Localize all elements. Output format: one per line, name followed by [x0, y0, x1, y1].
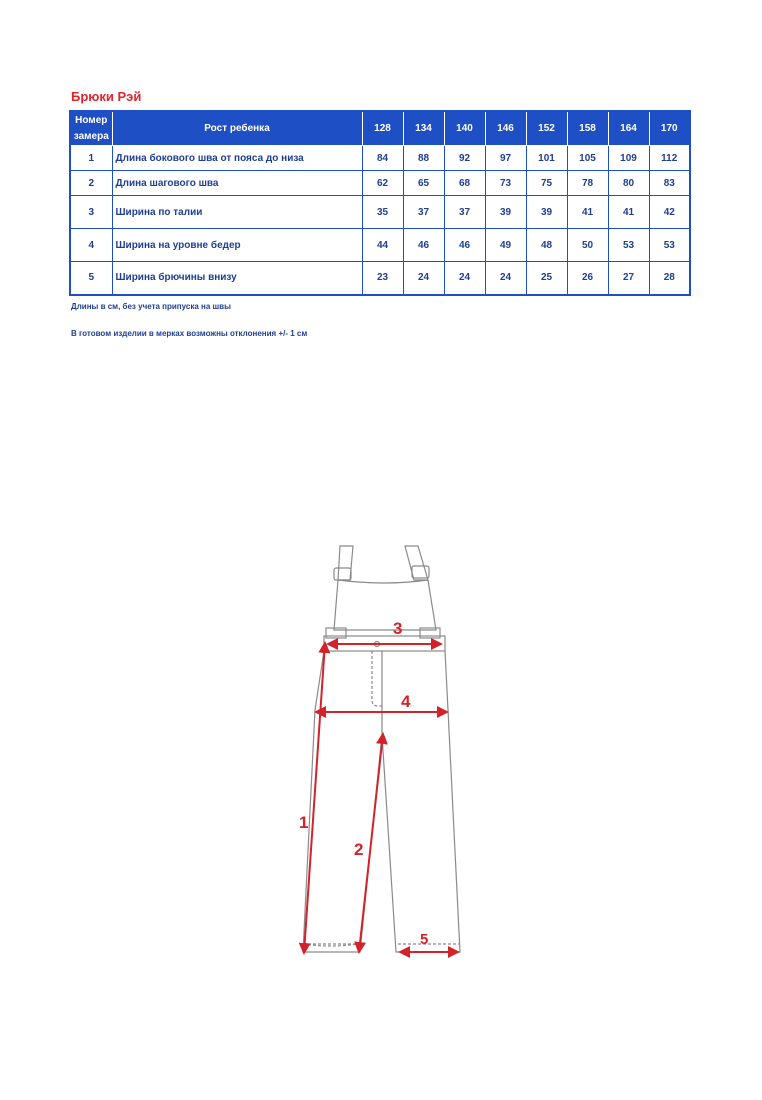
- measure-name: Длина шагового шва: [112, 171, 362, 196]
- measure-value: 23: [362, 262, 403, 295]
- measure-label-5: 5: [420, 931, 429, 948]
- measure-value: 48: [526, 229, 567, 262]
- measure-value: 68: [444, 171, 485, 196]
- measure-value: 27: [608, 262, 649, 295]
- measure-value: 65: [403, 171, 444, 196]
- measure-value: 39: [526, 196, 567, 229]
- header-size: 164: [608, 111, 649, 146]
- measure-value: 112: [649, 146, 690, 171]
- measure-value: 24: [403, 262, 444, 295]
- measure-value: 92: [444, 146, 485, 171]
- measure-value: 53: [608, 229, 649, 262]
- tolerance-note: В готовом изделии в мерках возможны отклонения +/- 1 см: [71, 329, 308, 338]
- header-size: 158: [567, 111, 608, 146]
- measure-label-4: 4: [401, 692, 411, 711]
- measure-value: 46: [444, 229, 485, 262]
- measure-value: 97: [485, 146, 526, 171]
- header-child-height: Рост ребенка: [112, 111, 362, 146]
- measure-value: 73: [485, 171, 526, 196]
- measure-number: 1: [70, 146, 112, 171]
- measure-value: 49: [485, 229, 526, 262]
- measure-value: 42: [649, 196, 690, 229]
- measure-value: 25: [526, 262, 567, 295]
- measure-value: 26: [567, 262, 608, 295]
- measure-value: 109: [608, 146, 649, 171]
- measure-value: 37: [403, 196, 444, 229]
- measure-value: 75: [526, 171, 567, 196]
- measure-label-3: 3: [393, 619, 403, 638]
- header-size: 170: [649, 111, 690, 146]
- measure-value: 39: [485, 196, 526, 229]
- measure-name: Ширина брючины внизу: [112, 262, 362, 295]
- page-title: Брюки Рэй: [71, 89, 142, 104]
- measure-number: 3: [70, 196, 112, 229]
- measure-value: 84: [362, 146, 403, 171]
- measure-value: 28: [649, 262, 690, 295]
- header-size: 146: [485, 111, 526, 146]
- measure-value: 41: [567, 196, 608, 229]
- measure-value: 46: [403, 229, 444, 262]
- measure-value: 35: [362, 196, 403, 229]
- measure-name: Ширина по талии: [112, 196, 362, 229]
- measure-number: 5: [70, 262, 112, 295]
- measure-value: 53: [649, 229, 690, 262]
- measure-value: 41: [608, 196, 649, 229]
- header-size: 128: [362, 111, 403, 146]
- measure-value: 80: [608, 171, 649, 196]
- measure-name: Ширина на уровне бедер: [112, 229, 362, 262]
- measure-name: Длина бокового шва от пояса до низа: [112, 146, 362, 171]
- header-size: 134: [403, 111, 444, 146]
- measure-value: 24: [444, 262, 485, 295]
- measure-number: 4: [70, 229, 112, 262]
- header-size: 152: [526, 111, 567, 146]
- measure-value: 105: [567, 146, 608, 171]
- measure-value: 24: [485, 262, 526, 295]
- measure-label-2: 2: [354, 840, 364, 859]
- measure-value: 88: [403, 146, 444, 171]
- measure-value: 44: [362, 229, 403, 262]
- measurement-lines: [304, 643, 458, 953]
- measure-line-1: [304, 643, 325, 953]
- measure-value: 37: [444, 196, 485, 229]
- measure-value: 78: [567, 171, 608, 196]
- measure-value: 62: [362, 171, 403, 196]
- measure-label-1: 1: [299, 813, 309, 832]
- measure-number: 2: [70, 171, 112, 196]
- header-measure-number: Номер замера: [70, 111, 112, 146]
- measure-value: 83: [649, 171, 690, 196]
- header-size: 140: [444, 111, 485, 146]
- measure-value: 101: [526, 146, 567, 171]
- measure-value: 50: [567, 229, 608, 262]
- units-note: Длины в см, без учета припуска на швы: [71, 302, 231, 311]
